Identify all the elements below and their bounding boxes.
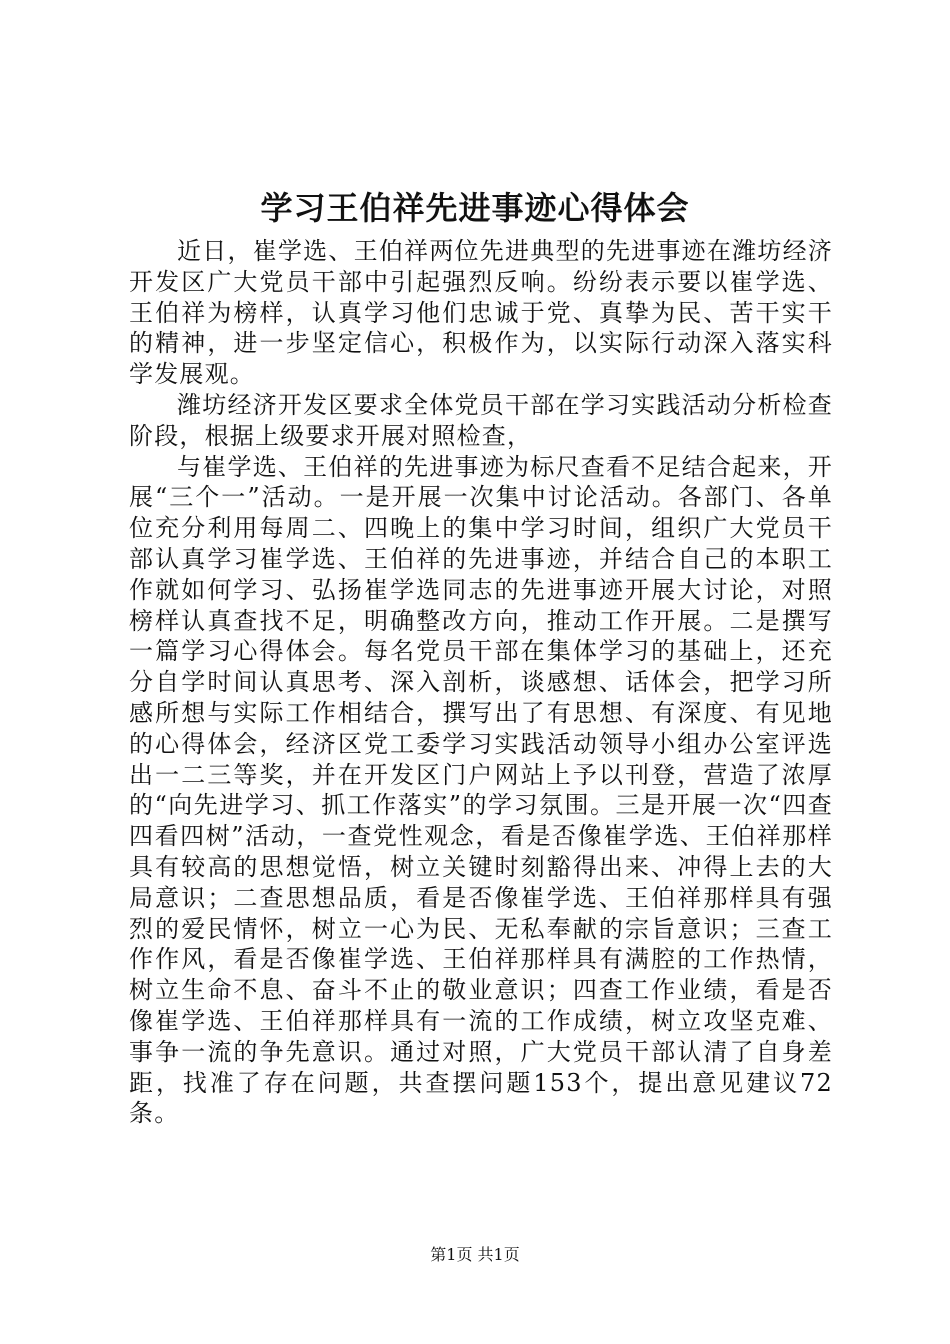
paragraph-3: 与崔学选、王伯祥的先进事迹为标尺查看不足结合起来，开展“三个一”活动。一是开展一次集中讨论活动。各部门、各单位充分利用每周二、四晚上的集中学习时间，组织广大党员干部认真学习崔学选、王伯祥的先进事迹，并结合自己的本职工作就如何学习、弘扬崔学选同志的先进事迹开展大讨论，对照榜样认真查找不足，明确整改方向，推动工作开展。二是撰写一篇学习心得体会。每名党员干部在集体学习的基础上，还充分自学时间认真思考、深入剖析，谈感想、话体会，把学习所感所想与实际工作相结合，撰写出了有思想、有深度、有见地的心得体会，经济区党工委学习实践活动领导小组办公室评选出一二三等奖，并在开发区门户网站上予以刊登，营造了浓厚的“向先进学习、抓工作落实”的学习氛围。三是开展一次“四查四看四树”活动，一查党性观念，看是否像崔学选、王伯祥那样具有较高的思想觉悟，树立关键时刻豁得出来、冲得上去的大局意识；二查思想品质，看是否像崔学选、王伯祥那样具有强烈的爱民情怀，树立一心为民、无私奉献的宗旨意识；三查工作作风，看是否像崔学选、王伯祥那样具有满腔的工作热情，树立生命不息、奋斗不止的敬业意识；四查工作业绩，看是否像崔学选、王伯祥那样具有一流的工作成绩，树立攻坚克难、事争一流的争先意识。通过对照，广大党员干部认清了自身差距，找准了存在问题，共查摆问题153个，提出意见建议72条。 bbox=[129, 452, 833, 1128]
page-title: 学习王伯祥先进事迹心得体会 bbox=[260, 189, 690, 227]
paragraph-1: 近日，崔学选、王伯祥两位先进典型的先进事迹在潍坊经济开发区广大党员干部中引起强烈反响。纷纷表示要以崔学选、王伯祥为榜样，认真学习他们忠诚于党、真挚为民、苦干实干的精神，进一步坚定信心，积极作为，以实际行动深入落实科学发展观。 bbox=[129, 237, 833, 389]
page-footer: 第1页 共1页 bbox=[430, 1245, 520, 1264]
document-body bbox=[129, 236, 833, 1129]
paragraph-2: 潍坊经济开发区要求全体党员干部在学习实践活动分析检查阶段，根据上级要求开展对照检查， bbox=[129, 390, 833, 450]
